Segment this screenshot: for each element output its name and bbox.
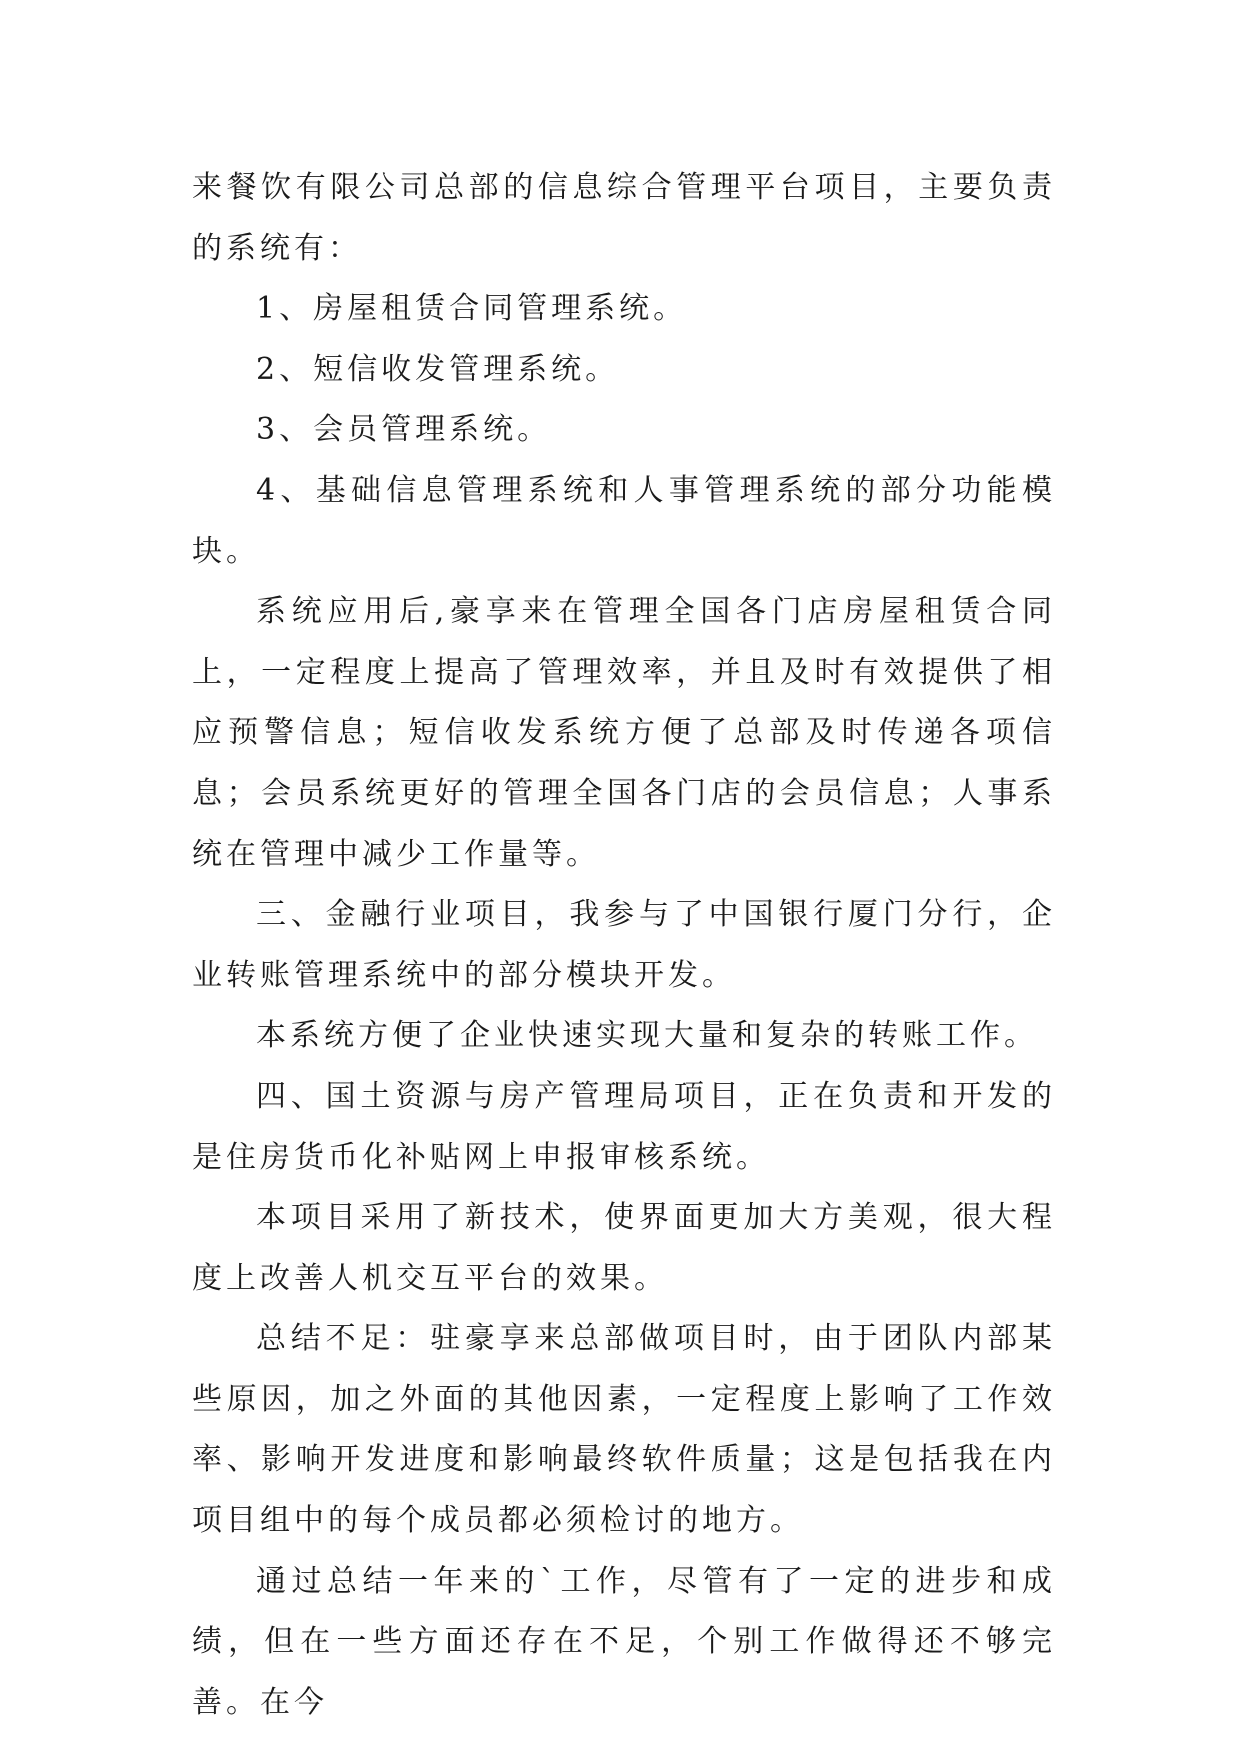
list-item: 2、短信收发管理系统。 — [256, 351, 620, 387]
paragraph: 总结不足：驻豪享来总部做项目时，由于团队内部某些原因，加之外面的其他因素，一定程度上影响了工作效率、影响开发进度和影响最终软件质量；这是包括我在内项目组中的每个成员都必须检讨的地方。 — [192, 1321, 1056, 1539]
list-item: 3、会员管理系统。 — [256, 412, 552, 448]
list-item: 4、基础信息管理系统和人事管理系统的部分功能模块。 — [192, 472, 1056, 569]
list-item: 1、房屋租赁合同管理系统。 — [256, 291, 688, 327]
paragraph: 通过总结一年来的`工作，尽管有了一定的进步和成绩，但在一些方面还存在不足，个别工作做得还不够完善。在今 — [192, 1563, 1056, 1720]
paragraph: 系统应用后,豪享来在管理全国各门店房屋租赁合同上，一定程度上提高了管理效率，并且及时有效提供了相应预警信息；短信收发系统方便了总部及时传递各项信息；会员系统更好的管理全国各门店的会员信息；人事系统在管理中减少工作量等。 — [192, 594, 1056, 872]
paragraph: 三、金融行业项目，我参与了中国银行厦门分行，企业转账管理系统中的部分模块开发。 — [192, 897, 1056, 993]
paragraph: 本项目采用了新技术，使界面更加大方美观，很大程度上改善人机交互平台的效果。 — [192, 1200, 1056, 1296]
paragraph: 本系统方便了企业快速实现大量和复杂的转账工作。 — [256, 1018, 1038, 1054]
document-body — [192, 158, 1056, 1733]
paragraph: 来餐饮有限公司总部的信息综合管理平台项目，主要负责的系统有： — [192, 170, 1056, 266]
paragraph: 四、国土资源与房产管理局项目，正在负责和开发的是住房货币化补贴网上申报审核系统。 — [192, 1078, 1056, 1175]
